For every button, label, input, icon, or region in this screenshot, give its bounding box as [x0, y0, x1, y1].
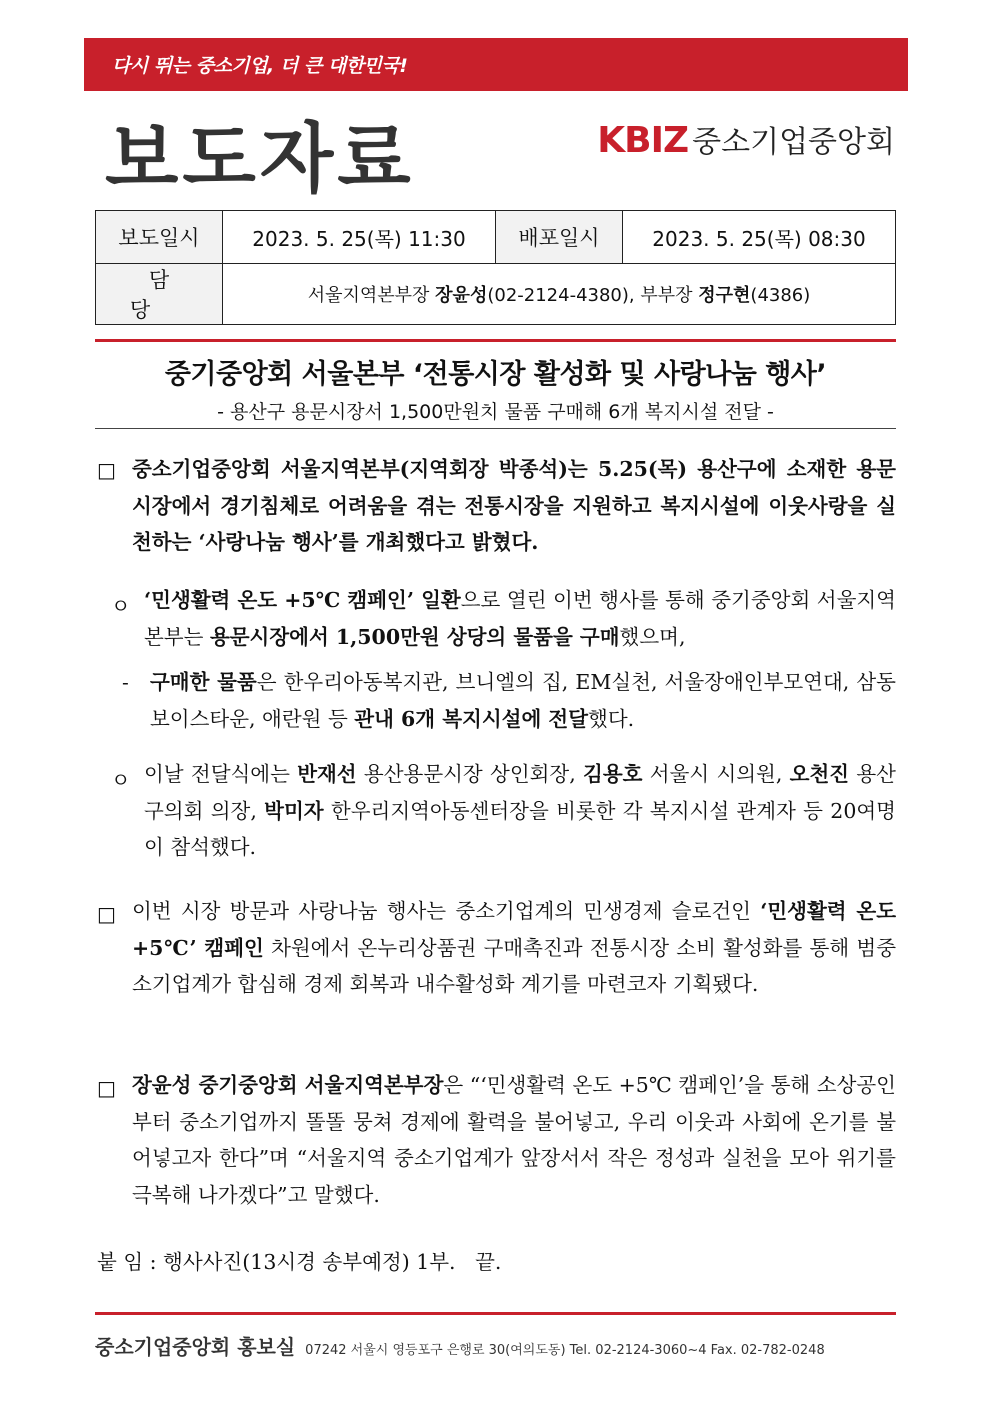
- bullet-square: □: [97, 458, 116, 482]
- press-release-title: 보도자료: [105, 114, 415, 203]
- bullet-circle: ㅇ: [111, 594, 131, 618]
- contact-role-1: 서울지역본부장: [307, 285, 430, 306]
- contact-name-1: 장윤성: [435, 285, 488, 306]
- contact-phone-1: (02-2124-4380),: [487, 285, 641, 306]
- bullet-square: □: [97, 902, 116, 926]
- attachment-note: 붙 임 : 행사사진(13시경 송부예정) 1부. 끝.: [97, 1250, 502, 1274]
- bullet-circle: ㅇ: [111, 768, 131, 792]
- kbiz-logo-org: 중소기업중앙회: [692, 125, 895, 160]
- slogan-text: 다시 뛰는 중소기업, 더 큰 대한민국!: [112, 55, 408, 77]
- distribute-date-value: 2023. 5. 25(목) 08:30: [623, 211, 896, 264]
- contact-label: 담 당: [96, 264, 223, 325]
- release-info-table: [95, 210, 896, 325]
- release-date-value: 2023. 5. 25(목) 11:30: [223, 211, 496, 264]
- release-date-label: 보도일시: [96, 211, 223, 264]
- footer-address: 07242 서울시 영등포구 은행로 30(여의도동) Tel. 02-2124-3060~4 Fax. 02-782-0248: [305, 1343, 825, 1358]
- headline-top-rule: [95, 339, 896, 342]
- paragraph-3: 구매한 물품은 한우리아동복지관, 브니엘의 집, EM실천, 서울장애인부모연대, 삼동보이스타운, 애란원 등 관내 6개 복지시설에 전달했다.: [150, 670, 896, 731]
- subheadline: - 용산구 용문시장서 1,500만원치 물품 구매해 6개 복지시설 전달 -: [217, 401, 774, 423]
- kbiz-logo-mark: KBIZ: [597, 120, 689, 161]
- contact-phone-2: (4386): [750, 285, 811, 306]
- distribute-date-label: 배포일시: [496, 211, 623, 264]
- kbiz-logo: [597, 117, 895, 161]
- headline-bottom-rule: [95, 428, 896, 429]
- paragraph-2: ‘민생활력 온도 +5℃ 캠페인’ 일환으로 열린 이번 행사를 통해 중기중앙회 서울지역본부는 용문시장에서 1,500만원 상당의 물품을 구매했으며,: [144, 588, 896, 649]
- headline: 중기중앙회 서울본부 ‘전통시장 활성화 및 사랑나눔 행사’: [164, 359, 827, 390]
- footer: [95, 1331, 825, 1360]
- slogan-banner: [84, 38, 908, 91]
- paragraph-6: 장윤성 중기중앙회 서울지역본부장은 “‘민생활력 온도 +5℃ 캠페인’을 통해 소상공인부터 중소기업까지 똘똘 뭉쳐 경제에 활력을 불어넣고, 우리 이웃과 사회에 온기를 불어넣고자 한다”며 “서울지역 중소기업계가 앞장서서 작은 정성과 실천을 모아 위기를 극복해 나가겠다”고 말했다.: [132, 1073, 896, 1207]
- contact-value: [223, 264, 896, 325]
- bullet-dash: -: [122, 670, 129, 694]
- paragraph-1: 중소기업중앙회 서울지역본부(지역회장 박종석)는 5.25(목) 용산구에 소재한 용문시장에서 경기침체로 어려움을 겪는 전통시장을 지원하고 복지시설에 이웃사랑을 실천하는 ‘사랑나눔 행사’를 개최했다고 밝혔다.: [132, 457, 896, 554]
- footer-org: 중소기업중앙회 홍보실: [95, 1335, 296, 1359]
- contact-role-2: 부부장: [640, 285, 693, 306]
- contact-name-2: 정구현: [698, 285, 751, 306]
- footer-rule: [95, 1312, 896, 1315]
- bullet-square: □: [97, 1076, 116, 1100]
- paragraph-5: 이번 시장 방문과 사랑나눔 행사는 중소기업계의 민생경제 슬로건인 ‘민생활력 온도 +5℃’ 캠페인 차원에서 온누리상품권 구매촉진과 전통시장 소비 활성화를 통해 범중소기업계가 합심해 경제 회복과 내수활성화 계기를 마련코자 기획됐다.: [132, 899, 896, 996]
- paragraph-4: 이날 전달식에는 반재선 용산용문시장 상인회장, 김용호 서울시 시의원, 오천진 용산구의회 의장, 박미자 한우리지역아동센터장을 비롯한 각 복지시설 관계자 등 20여명이 참석했다.: [144, 762, 896, 859]
